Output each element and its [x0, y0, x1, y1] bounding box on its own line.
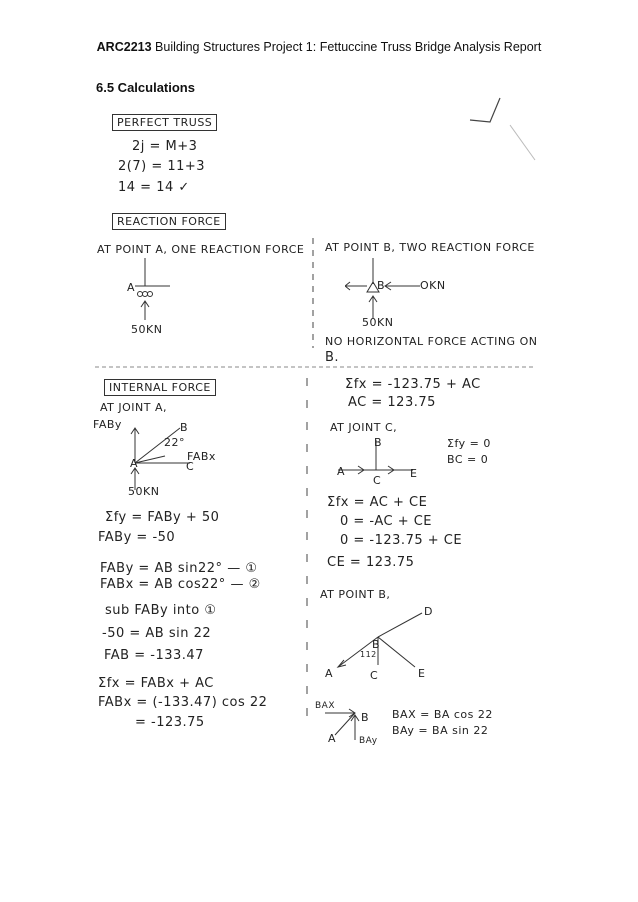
equation-line: = -123.75 — [135, 715, 205, 730]
label-b: B — [374, 436, 383, 449]
label-e: E — [418, 667, 426, 680]
equation-line: Σfy = FABy + 50 — [105, 510, 220, 525]
equation-line: sub FABy into ① — [105, 603, 217, 618]
label-c: C — [186, 460, 195, 473]
label-a: A — [325, 667, 334, 680]
label-a: A — [328, 732, 337, 745]
page-header — [0, 40, 638, 54]
header-title: Building Structures Project 1: Fettuccine Truss Bridge Analysis Report — [155, 40, 542, 54]
reaction-50kn-b: 50KN — [362, 316, 394, 329]
internal-force-heading: INTERNAL FORCE — [104, 379, 216, 396]
sfy-line: Σfy = 0 — [447, 437, 491, 450]
label-b: B — [361, 711, 370, 724]
label-e: E — [410, 467, 418, 480]
label-c: C — [370, 669, 379, 682]
perfect-truss-heading: PERFECT TRUSS — [112, 114, 217, 131]
no-horizontal-note-b: B. — [325, 350, 340, 365]
label-bax: BAX — [315, 701, 335, 711]
check-mark-icon — [450, 90, 550, 170]
label-50kn: 50KN — [128, 485, 160, 498]
label-angle: 22° — [164, 436, 185, 449]
label-angle: 112 — [360, 650, 377, 659]
perfect-truss-line: 2(7) = 11+3 — [118, 159, 206, 174]
component-line: BAX = BA cos 22 — [392, 708, 493, 721]
equation-line: Σfx = -123.75 + AC — [345, 377, 481, 392]
label-b: B — [372, 638, 381, 651]
sfy-line: BC = 0 — [447, 453, 489, 466]
label-a: A — [130, 457, 139, 470]
joint-c-title: AT JOINT C, — [330, 421, 398, 434]
component-line: BAy = BA sin 22 — [392, 724, 489, 737]
equation-line: FABx = (-133.47) cos 22 — [98, 695, 268, 710]
equation-line: 0 = -AC + CE — [340, 514, 433, 529]
perfect-truss-line: 14 = 14 ✓ — [118, 180, 190, 195]
label-bay: BAy — [359, 736, 378, 746]
equation-line: CE = 123.75 — [327, 555, 415, 570]
section-title: 6.5 Calculations — [96, 80, 195, 95]
equation-line: FABx = AB cos22° — ② — [100, 577, 261, 592]
course-code: ARC2213 — [96, 40, 152, 54]
label-c: C — [373, 474, 382, 487]
point-b-title: AT POINT B, TWO REACTION FORCE — [325, 241, 535, 254]
equation-line: AC = 123.75 — [348, 395, 436, 410]
reaction-50kn-a: 50KN — [131, 323, 163, 336]
equation-line: FABy = AB sin22° — ① — [100, 561, 258, 576]
label-faby: FABy — [93, 418, 122, 431]
perfect-truss-line: 2j = M+3 — [132, 139, 198, 154]
label-b: B — [180, 421, 189, 434]
point-a-title: AT POINT A, ONE REACTION FORCE — [97, 243, 305, 256]
equation-line: -50 = AB sin 22 — [102, 626, 212, 641]
label-okn: OKN — [420, 279, 446, 292]
column-divider — [305, 378, 309, 718]
equation-line: FABy = -50 — [98, 530, 176, 545]
reaction-force-heading: REACTION FORCE — [112, 213, 226, 230]
no-horizontal-note: NO HORIZONTAL FORCE ACTING ON — [325, 335, 538, 348]
divider-line — [311, 238, 315, 348]
equation-line: Σfx = AC + CE — [327, 495, 428, 510]
label-fabx: FABx — [187, 450, 216, 463]
joint-a-title: AT JOINT A, — [100, 401, 167, 414]
label-a: A — [337, 465, 346, 478]
label-a: A — [127, 281, 136, 294]
equation-line: FAB = -133.47 — [104, 648, 204, 663]
label-b: B — [377, 279, 386, 292]
section-separator — [95, 365, 535, 369]
label-d: D — [424, 605, 433, 618]
point-b-title: AT POINT B, — [320, 588, 391, 601]
equation-line: Σfx = FABx + AC — [98, 676, 214, 691]
equation-line: 0 = -123.75 + CE — [340, 533, 463, 548]
